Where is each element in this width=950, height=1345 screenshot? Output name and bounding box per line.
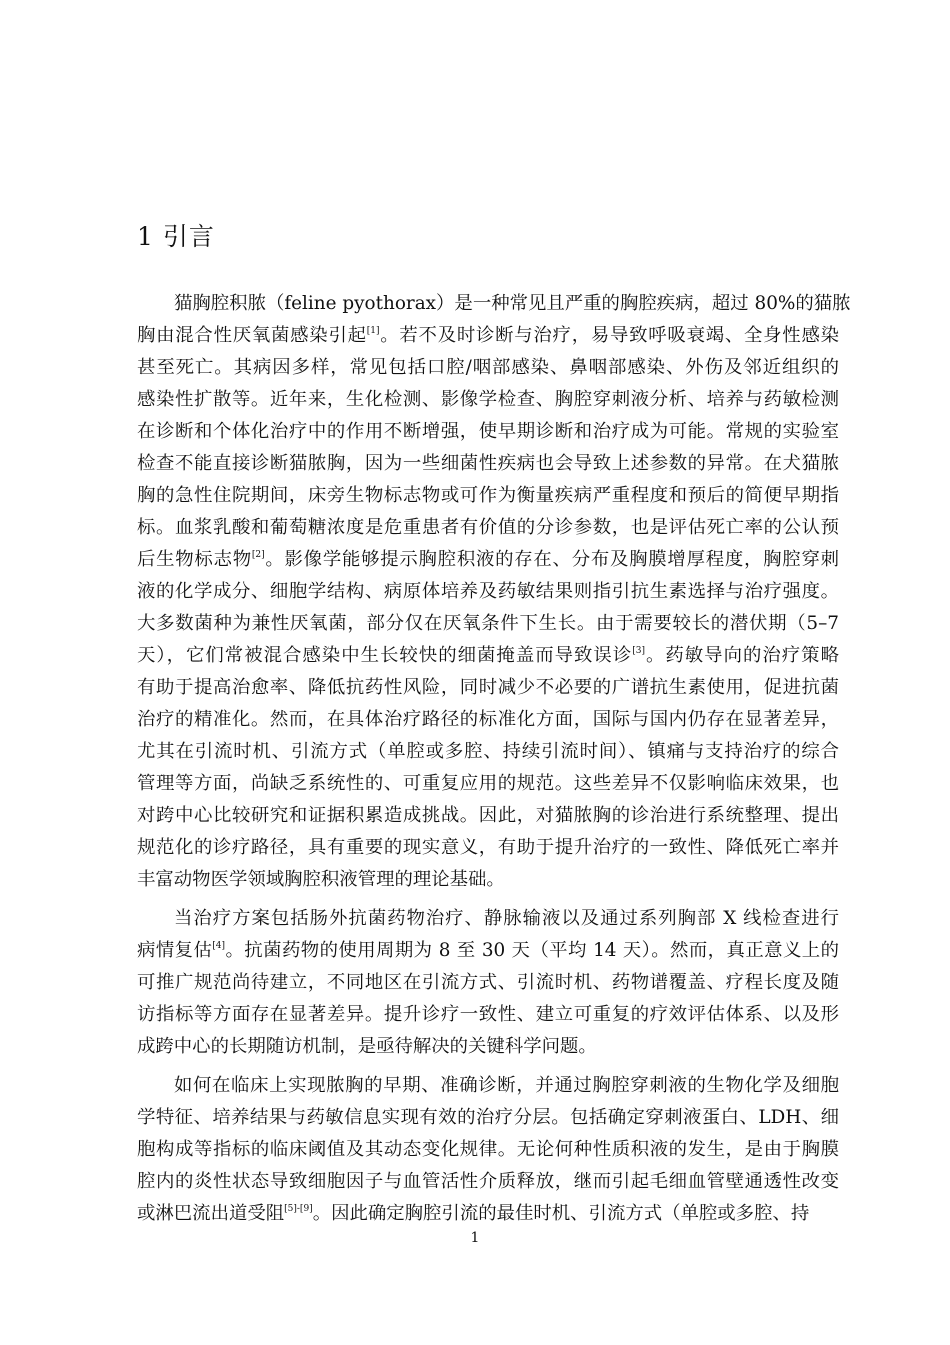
paragraph-line xyxy=(137,544,839,576)
paragraph-line xyxy=(137,1031,839,1063)
line-text: 可推广规范尚待建立，不同地区在引流方式、引流时机、药物谱覆盖、疗程长度及随 xyxy=(137,972,839,993)
line-text: 管理等方面，尚缺乏系统性的、可重复应用的规范。这些差异不仅影响临床效果，也 xyxy=(137,773,839,794)
line-text: 胞构成等指标的临床阈值及其动态变化规律。无论何种性质积液的发生，是由于胸膜 xyxy=(137,1139,839,1160)
paragraph-line xyxy=(137,832,839,864)
paragraph-line xyxy=(137,1198,839,1230)
paragraph-line xyxy=(137,608,839,640)
line-text: 胸由混合性厌氧菌感染引起 xyxy=(137,325,367,346)
line-text: 感染性扩散等。近年来，生化检测、影像学检查、胸腔穿刺液分析、培养与药敏检测 xyxy=(137,389,839,410)
paragraph-line xyxy=(137,1134,839,1166)
line-text: 腔内的炎性状态导致细胞因子与血管活性介质释放，继而引起毛细血管壁通透性改变 xyxy=(137,1171,839,1192)
line-text-continued: 。影像学能够提示胸腔积液的存在、分布及胸膜增厚程度，胸腔穿刺 xyxy=(264,549,839,570)
line-text: 成跨中心的长期随访机制，是亟待解决的关键科学问题。 xyxy=(137,1036,597,1057)
paragraph-line xyxy=(137,416,839,448)
paragraph-line xyxy=(137,768,839,800)
page-number: 1 xyxy=(470,1230,480,1246)
line-text: 天），它们常被混合感染中生长较快的细菌掩盖而导致误诊 xyxy=(137,645,633,666)
body-text xyxy=(137,288,851,1230)
paragraph-line xyxy=(137,967,839,999)
line-text-continued: 。抗菌药物的使用周期为 8 至 30 天（平均 14 天）。然而，真正意义上的 xyxy=(225,940,839,961)
paragraph-line xyxy=(137,480,839,512)
paragraph-line xyxy=(137,903,839,935)
paragraph-line xyxy=(137,320,839,352)
paragraph-line xyxy=(137,935,839,967)
line-text: 当治疗方案包括肠外抗菌药物治疗、静脉输液以及通过系列胸部 X 线检查进行 xyxy=(174,908,839,929)
line-text: 对跨中心比较研究和证据积累造成挑战。因此，对猫脓胸的诊治进行系统整理、提出 xyxy=(137,805,839,826)
paragraph-line xyxy=(137,999,839,1031)
line-text-continued: 。因此确定胸腔引流的最佳时机、引流方式（单腔或多腔、持 xyxy=(312,1203,810,1224)
line-text: 胸的急性住院期间，床旁生物标志物或可作为衡量疾病严重程度和预后的简便早期指 xyxy=(137,485,839,506)
line-text: 甚至死亡。其病因多样，常见包括口腔/咽部感染、鼻咽部感染、外伤及邻近组织的 xyxy=(137,357,839,378)
line-text: 丰富动物医学领域胸腔积液管理的理论基础。 xyxy=(137,869,505,890)
line-text: 有助于提高治愈率、降低抗药性风险，同时减少不必要的广谱抗生素使用，促进抗菌 xyxy=(137,677,839,698)
paragraph-line xyxy=(137,288,851,320)
line-text: 液的化学成分、细胞学结构、病原体培养及药敏结果则指引抗生素选择与治疗强度。 xyxy=(137,581,839,602)
paragraph-line xyxy=(137,576,839,608)
paragraph-line xyxy=(137,672,839,704)
line-text: 访指标等方面存在显著差异。提升诊疗一致性、建立可重复的疗效评估体系、以及形 xyxy=(137,1004,839,1025)
line-text: 尤其在引流时机、引流方式（单腔或多腔、持续引流时间）、镇痛与支持治疗的综合 xyxy=(137,741,839,762)
line-text: 如何在临床上实现脓胸的早期、准确诊断，并通过胸腔穿刺液的生物化学及细胞 xyxy=(174,1075,839,1096)
citation-superscript: [2] xyxy=(251,549,265,560)
line-text: 治疗的精准化。然而，在具体治疗路径的标准化方面，国际与国内仍存在显著差异， xyxy=(137,709,839,730)
line-text: 或淋巴流出道受阻 xyxy=(137,1203,285,1224)
line-text-continued: 。药敏导向的治疗策略 xyxy=(644,645,839,666)
paragraph-line xyxy=(137,704,839,736)
line-text: 标。血浆乳酸和葡萄糖浓度是危重患者有价值的分诊参数，也是评估死亡率的公认预 xyxy=(137,517,839,538)
paragraph-line xyxy=(137,640,839,672)
paragraph-line xyxy=(137,736,839,768)
paragraph-line xyxy=(137,864,839,896)
line-text: 在诊断和个体化治疗中的作用不断增强，使早期诊断和治疗成为可能。常规的实验室 xyxy=(137,421,839,442)
line-text-continued: 。若不及时诊断与治疗，易导致呼吸衰竭、全身性感染 xyxy=(379,325,839,346)
line-text: 规范化的诊疗路径，具有重要的现实意义，有助于提升治疗的一致性、降低死亡率并 xyxy=(137,837,839,858)
paragraph-line xyxy=(137,352,839,384)
line-text: 学特征、培养结果与药敏信息实现有效的治疗分层。包括确定穿刺液蛋白、LDH、细 xyxy=(137,1107,839,1128)
citation-superscript: [5]-[9] xyxy=(284,1203,313,1214)
citation-superscript: [1] xyxy=(366,325,380,336)
paragraph-line xyxy=(137,800,839,832)
citation-superscript: [4] xyxy=(212,940,226,951)
line-text: 后生物标志物 xyxy=(137,549,252,570)
paragraph-line xyxy=(137,1070,839,1102)
line-text: 猫胸腔积脓（feline pyothorax）是一种常见且严重的胸腔疾病，超过 80%的猫脓 xyxy=(174,293,851,314)
paragraph-line xyxy=(137,1166,839,1198)
paragraph-line xyxy=(137,384,839,416)
paragraph-line xyxy=(137,448,839,480)
line-text: 大多数菌种为兼性厌氧菌，部分仅在厌氧条件下生长。由于需要较长的潜伏期（5–7 xyxy=(137,613,839,634)
line-text: 病情复估 xyxy=(137,940,213,961)
citation-superscript: [3] xyxy=(632,645,645,656)
paragraph-line xyxy=(137,1102,839,1134)
line-text: 检查不能直接诊断猫脓胸，因为一些细菌性疾病也会导致上述参数的异常。在犬猫脓 xyxy=(137,453,839,474)
section-heading: 1 引言 xyxy=(137,222,215,251)
paragraph-line xyxy=(137,512,839,544)
